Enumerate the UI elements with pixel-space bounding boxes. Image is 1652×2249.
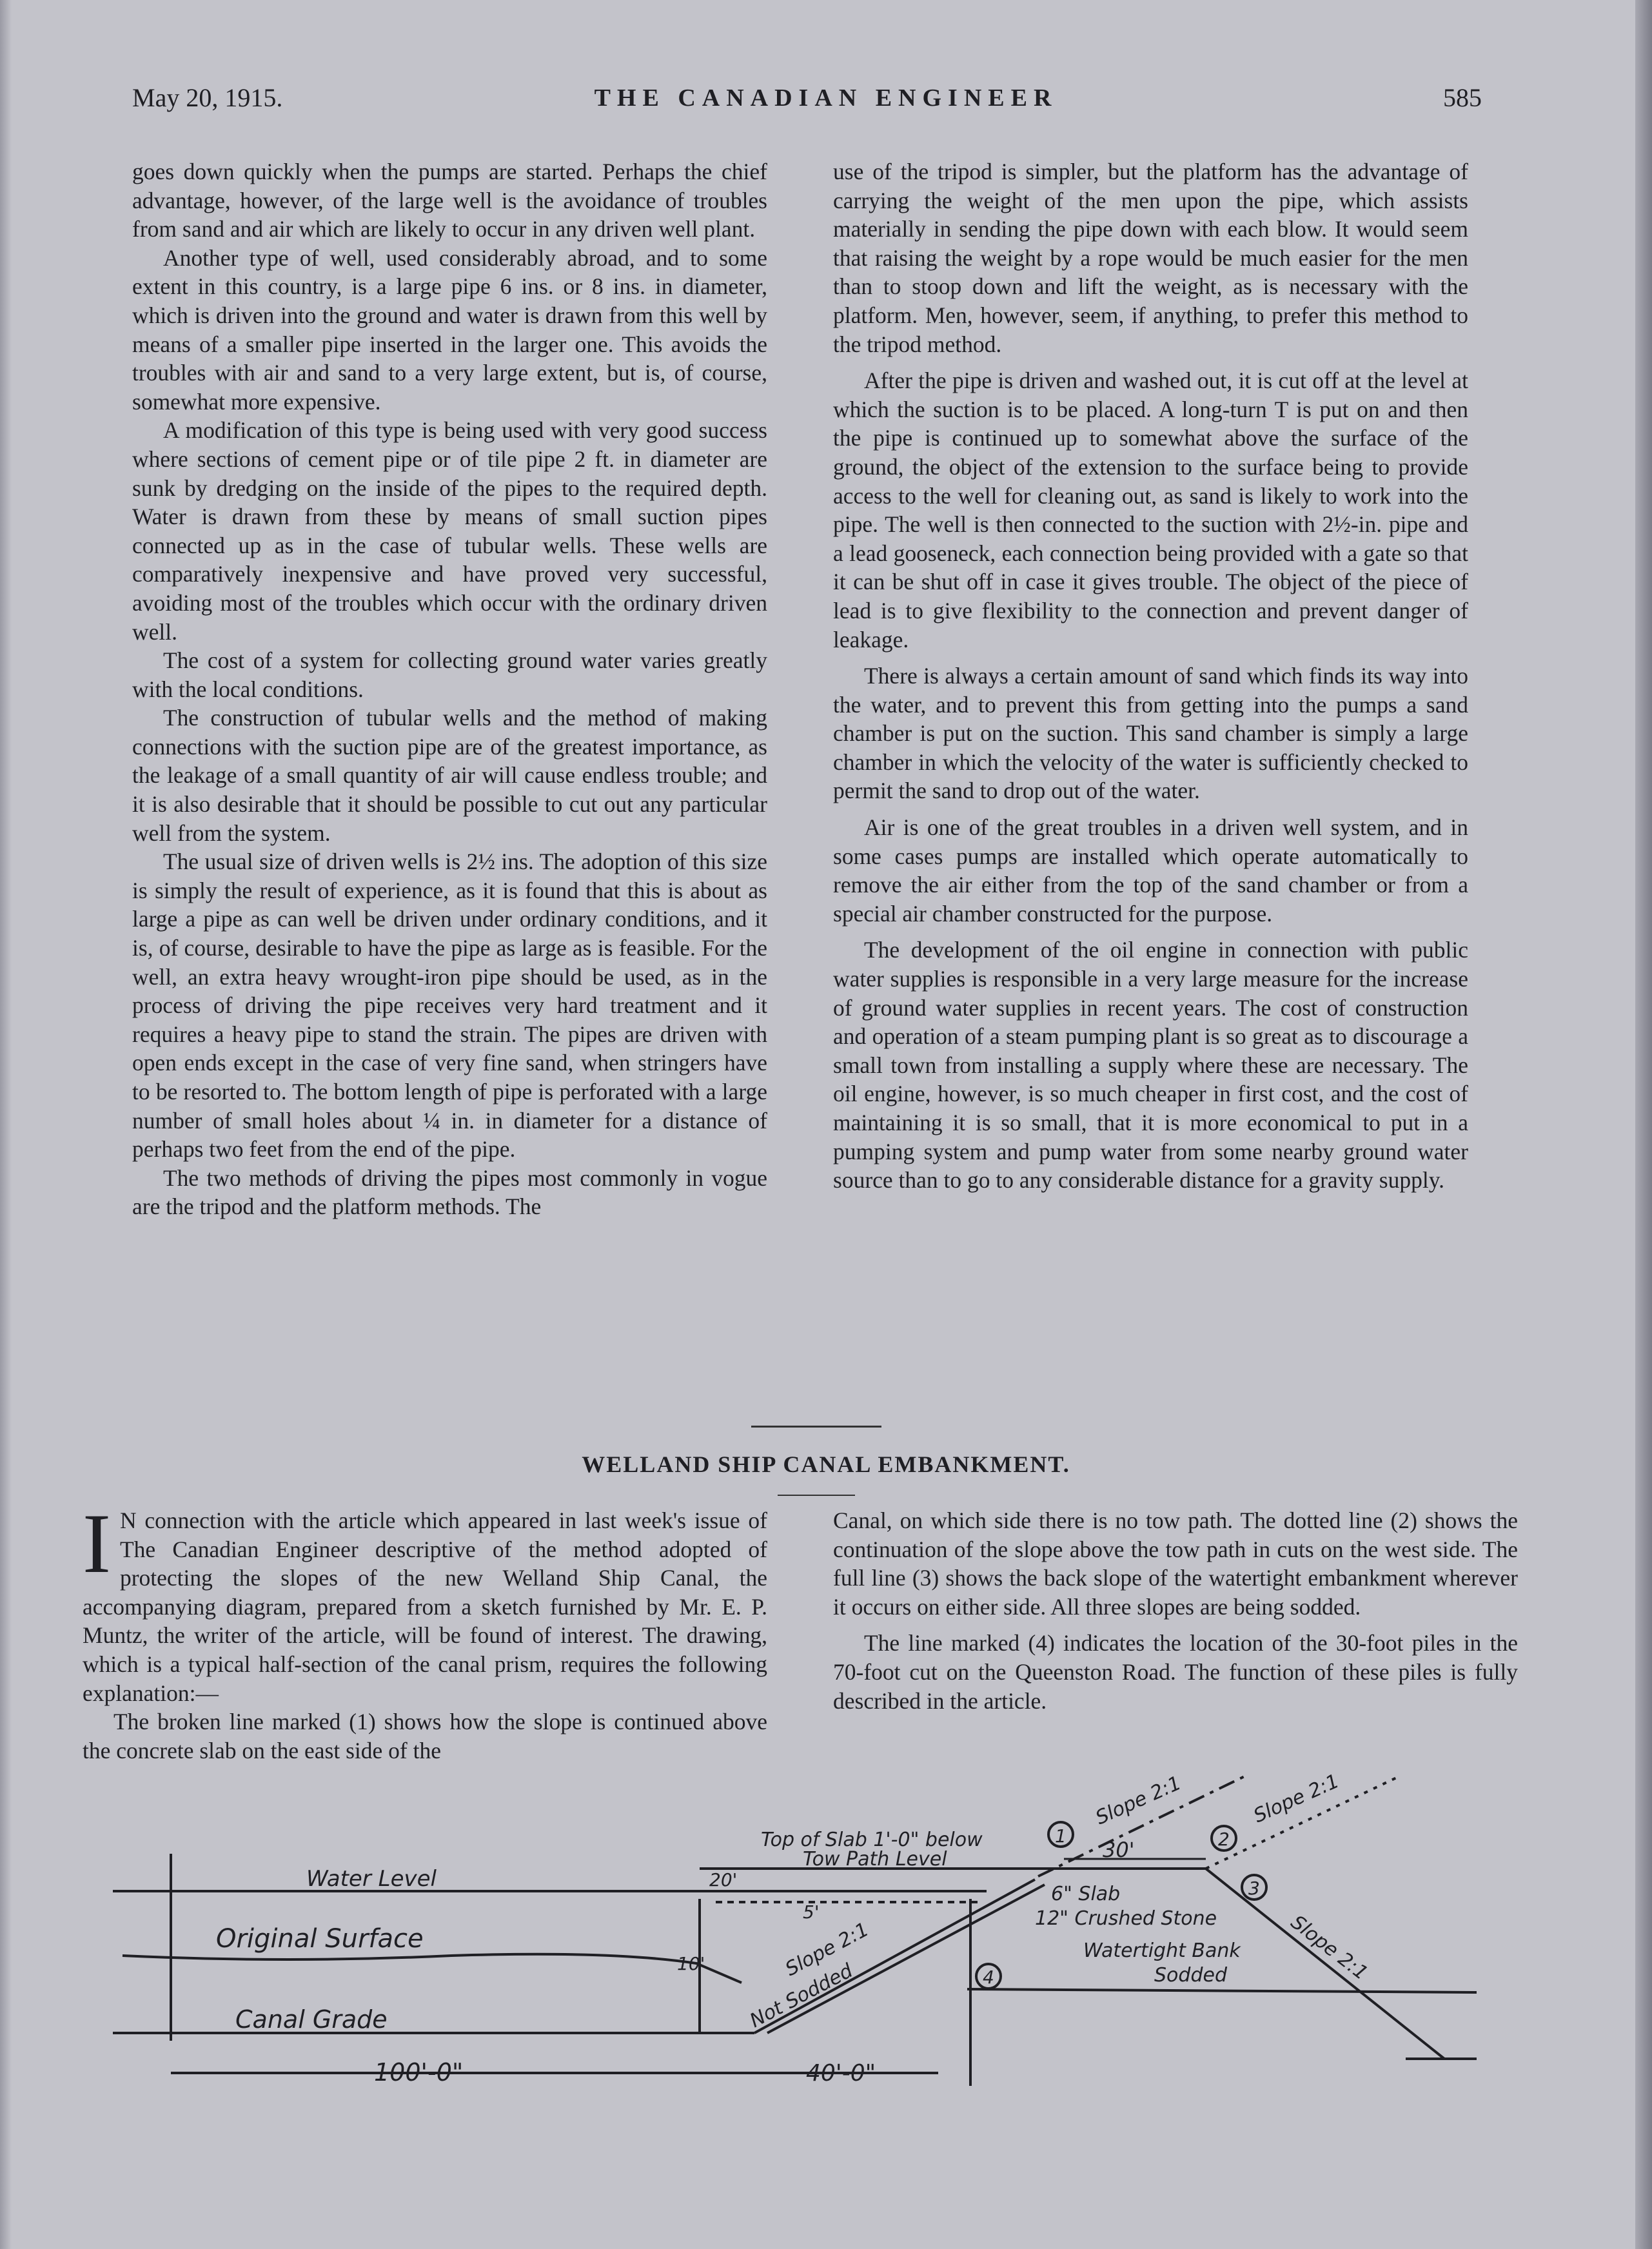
canal-section-diagram xyxy=(97,1751,1502,2099)
article-title: WELLAND SHIP CANAL EMBANKMENT. xyxy=(582,1451,1070,1477)
paragraph: Air is one of the great troubles in a driven well system, and in some cases pumps are installed which operate automatically to remove the air either from the top of the sand chamber or from a special air chamber constructed for the purpose. xyxy=(833,814,1468,927)
paragraph: The broken line marked (1) shows how the slope is continued above the concrete slab on the east side of the xyxy=(83,1709,767,1763)
paragraph: Another type of well, used considerably abroad, and to some extent in this country, is a large pipe 6 ins. or 8 ins. in diameter, which is driven into the ground and water is drawn from this well by means of a smaller pipe inserted in the larger one. This avoids the troubles with air and sand to a very large extent, but is, of course, somewhat more expensive. xyxy=(132,244,767,415)
paragraph: The development of the oil engine in connection with public water supplies is responsible in a very large measure for the increase of ground water supplies in recent years. The cost of construction and operation of a steam pumping plant is so great as to discourage a small town from installing a supply where these are necessary. The oil engine, however, is so much cheaper in first cost, and the cost of maintaining it is so small, that it is more economical to put in a pumping system and pump water from some nearby ground water source than to go to any considerable distance for a gravity supply. xyxy=(833,937,1468,1193)
marker-1-label: 1 xyxy=(1055,1825,1067,1847)
dimension-5-label: 5' xyxy=(803,1901,820,1923)
slope-3-label: Slope 2:1 xyxy=(1286,1910,1372,1985)
slab-label: 6" Slab xyxy=(1051,1883,1121,1905)
marker-2-label: 2 xyxy=(1218,1829,1230,1850)
tow-path-level-label: Tow Path Level xyxy=(803,1848,947,1871)
dimension-20-label: 20' xyxy=(709,1869,738,1891)
slope-3-line xyxy=(1206,1869,1444,2059)
paragraph: goes down quickly when the pumps are started. Perhaps the chief advantage, however, of the large well is the avoidance of troubles from sand and air which are likely to occur in any driven well plant. xyxy=(132,159,767,242)
not-sodded-label: Not Sodded xyxy=(746,1959,857,2033)
page-edge-shadow xyxy=(0,0,12,2249)
article2-right-column xyxy=(833,1506,1518,1715)
paragraph: The construction of tubular wells and the method of making connections with the suction pipe are of the greatest importance, as the leakage of a small quantity of air will cause endless trouble; and it is also desirable that it should be possible to cut out any particular well from the system. xyxy=(132,705,767,846)
paragraph: The cost of a system for collecting ground water varies greatly with the local conditions. xyxy=(132,647,767,702)
slope-left-label: Slope 2:1 xyxy=(782,1918,873,1981)
header-journal-title: THE CANADIAN ENGINEER xyxy=(594,84,1058,112)
header-date: May 20, 1915. xyxy=(132,83,283,112)
binding-edge xyxy=(1635,0,1652,2249)
drop-cap: I xyxy=(83,1496,111,1591)
original-surface-label: Original Surface xyxy=(216,1924,424,1954)
water-level-label: Water Level xyxy=(306,1866,437,1892)
paragraph: A modification of this type is being used with very good success where sections of cement pipe or of tile pipe 2 ft. in diameter are sunk by dredging on the inside of the pipes to the required depth. Water is drawn from these by means of small suction pipes connected up as in the case of tubular wells. These wells are comparatively inexpensive and have proved very successful, avoiding most of the troubles which occur with the ordinary driven well. xyxy=(132,417,767,645)
canal-grade-label: Canal Grade xyxy=(235,2005,388,2034)
paragraph: Canal, on which side there is no tow path. The dotted line (2) shows the continuation of the slope above the tow path in cuts on the west side. The full line (3) shows the back slope of the watertight embankment wherever it occurs on either side. All three slopes are being sodded. xyxy=(833,1508,1518,1620)
original-surface-line xyxy=(123,1954,742,1983)
paragraph: After the pipe is driven and washed out, it is cut off at the level at which the suction is to be placed. A long-turn T is put on and then the pipe is continued up to somewhat above the surface of the ground, the object of the extension to the surface being to provide access to the well for cleaning out, as sand is likely to work into the pipe. The well is then connected to the suction with 2½-in. pipe and a lead gooseneck, each connection being provided with a gate so that it can be shut off in case it gives trouble. The object of the piece of lead is to give flexibility to the connection and prevent danger of leakage. xyxy=(833,368,1468,653)
dimension-30-label: 30' xyxy=(1103,1838,1135,1862)
paragraph: The line marked (4) indicates the location of the 30-foot piles in the 70-foot cut on the Queenston Road. The function of these piles is fully described in the article. xyxy=(833,1630,1518,1714)
marker-4-label: 4 xyxy=(983,1967,994,1988)
dimension-100-label: 100'-0" xyxy=(374,2058,464,2087)
crushed-stone-label: 12" Crushed Stone xyxy=(1035,1907,1217,1930)
paragraph xyxy=(83,1496,767,1707)
paragraph: There is always a certain amount of sand which finds its way into the water, and to prevent this from getting into the pumps a sand chamber is put on the suction. This sand chamber is simply a large chamber in which the velocity of the water is sufficiently checked to permit the sand to drop out of the water. xyxy=(833,663,1468,804)
ground-line-right xyxy=(967,1989,1477,1992)
paragraph-text: N connection with the article which appeared in last week's issue of The Canadian Engineer descriptive of the method adopted of protecting the slopes of the new Welland Ship Canal, the accompanying diagram, prepared from a sketch furnished by Mr. E. P. Muntz, the writer of the article, will be found of interest. The drawing, which is a typical half-section of the canal prism, requires the following explanation:— xyxy=(83,1508,767,1706)
dimension-40-label: 40'-0" xyxy=(806,2060,876,2087)
dimension-10-label: 10' xyxy=(677,1953,705,1974)
article1-right-column xyxy=(833,157,1468,1195)
top-of-slab-label: Top of Slab 1'-0" below xyxy=(761,1829,983,1851)
slope-1-label: Slope 2:1 xyxy=(1092,1771,1185,1830)
marker-3-label: 3 xyxy=(1248,1878,1260,1899)
title-underline xyxy=(778,1495,855,1496)
section-divider xyxy=(751,1426,881,1428)
paragraph: The two methods of driving the pipes most commonly in vogue are the tripod and the platform methods. The xyxy=(132,1164,767,1220)
paragraph: use of the tripod is simpler, but the platform has the advantage of carrying the weight of the men upon the pipe, which assists materially in sending the pipe down with each blow. It would seem that raising the weight by a rope would be much easier for the men than to stoop down and lift the weight, as is necessary with the platform. Men, however, seem, if anything, to prefer this method to the tripod method. xyxy=(833,159,1468,357)
article2-left-column xyxy=(83,1496,767,1765)
sodded-label: Sodded xyxy=(1154,1964,1227,1987)
slope-2-label: Slope 2:1 xyxy=(1250,1769,1343,1828)
watertight-bank-label: Watertight Bank xyxy=(1083,1940,1241,1962)
header-page-number: 585 xyxy=(1443,83,1482,112)
article1-left-column xyxy=(132,157,767,1221)
paragraph: The usual size of driven wells is 2½ ins. The adoption of this size is simply the result of experience, as it is found that this is about as large a pipe as can well be driven under ordinary conditions, and it is, of course, desirable to have the pipe as large as is feasible. For the well, an extra heavy wrought-iron pipe should be used, as in the process of driving the pipe receives very hard treatment and it requires a heavy pipe to stand the strain. The pipes are driven with open ends except in the case of very fine sand, when stringers have to be resorted to. The bottom length of pipe is perforated with a large number of small holes about ¼ in. in diameter for a distance of perhaps two feet from the end of the pipe. xyxy=(132,849,767,1163)
